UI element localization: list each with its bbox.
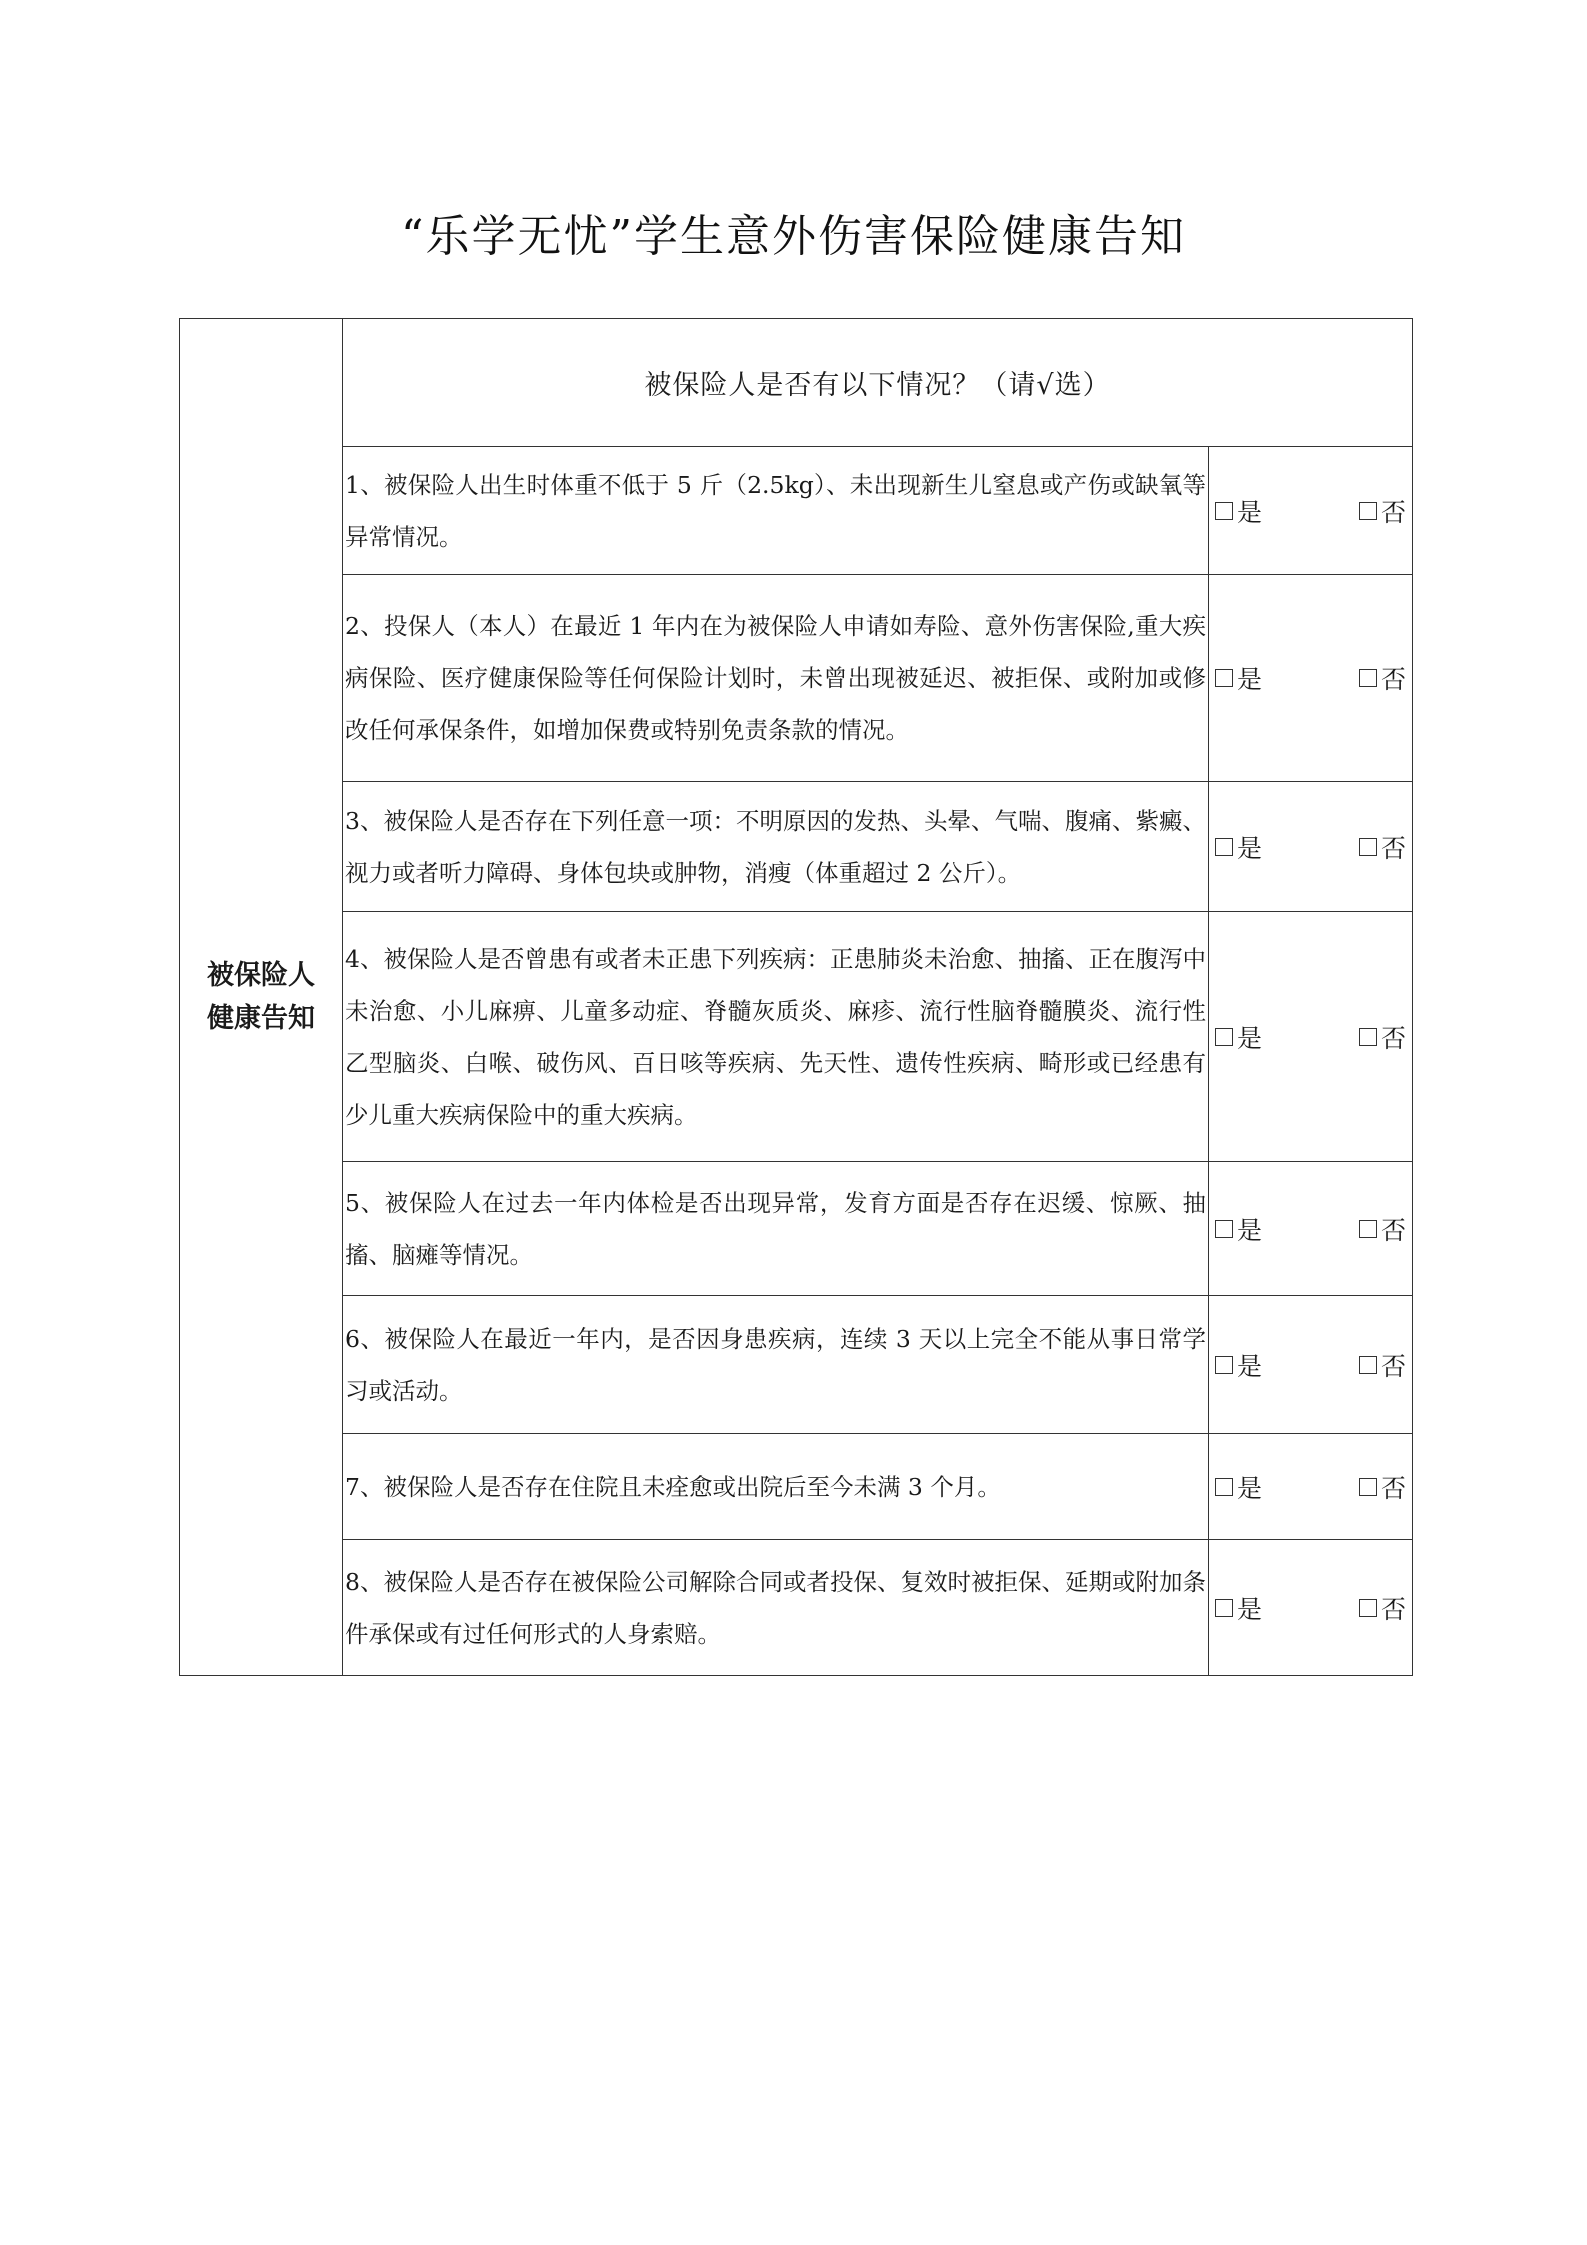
checkbox-no[interactable] <box>1359 1028 1377 1046</box>
checkbox-yes[interactable] <box>1215 1028 1233 1046</box>
checkbox-no[interactable] <box>1359 502 1377 520</box>
yes-option[interactable] <box>1215 1590 1262 1626</box>
no-option[interactable] <box>1359 829 1406 865</box>
no-option[interactable] <box>1359 1211 1406 1247</box>
question-text: 8、被保险人是否存在被保险公司解除合同或者投保、复效时被拒保、延期或附加条件承保或有过任何形式的人身索赔。 <box>343 1540 1209 1676</box>
question-row <box>180 1540 1413 1676</box>
checkbox-no[interactable] <box>1359 1220 1377 1238</box>
checkbox-yes[interactable] <box>1215 1220 1233 1238</box>
section-label <box>180 319 343 1676</box>
checkbox-no[interactable] <box>1359 1478 1377 1496</box>
no-option[interactable] <box>1359 1590 1406 1626</box>
checkbox-yes[interactable] <box>1215 1356 1233 1374</box>
yes-label: 是 <box>1237 497 1263 527</box>
no-option[interactable] <box>1359 660 1406 696</box>
no-label: 否 <box>1380 1351 1406 1381</box>
checkbox-no[interactable] <box>1359 669 1377 687</box>
question-text: 7、被保险人是否存在住院且未痊愈或出院后至今未满 3 个月。 <box>343 1434 1209 1540</box>
table-header: 被保险人是否有以下情况？（请√选） <box>343 319 1413 447</box>
question-row <box>180 1162 1413 1296</box>
section-label-line1: 被保险人 <box>207 960 315 991</box>
question-text: 5、被保险人在过去一年内体检是否出现异常，发育方面是否存在迟缓、惊厥、抽搐、脑瘫等情况。 <box>343 1162 1209 1296</box>
no-option[interactable] <box>1359 1469 1406 1505</box>
answer-cell <box>1209 1296 1413 1434</box>
answer-cell <box>1209 912 1413 1162</box>
answer-cell <box>1209 1540 1413 1676</box>
yes-option[interactable] <box>1215 829 1262 865</box>
yes-label: 是 <box>1237 833 1263 863</box>
document-title: “乐学无忧”学生意外伤害保险健康告知 <box>401 211 1186 262</box>
checkbox-yes[interactable] <box>1215 502 1233 520</box>
question-text: 3、被保险人是否存在下列任意一项：不明原因的发热、头晕、气喘、腹痛、紫癜、视力或者听力障碍、身体包块或肿物，消瘦（体重超过 2 公斤）。 <box>343 782 1209 912</box>
checkbox-yes[interactable] <box>1215 1599 1233 1617</box>
question-text: 6、被保险人在最近一年内，是否因身患疾病，连续 3 天以上完全不能从事日常学习或活动。 <box>343 1296 1209 1434</box>
yes-label: 是 <box>1237 1473 1263 1503</box>
yes-option[interactable] <box>1215 660 1262 696</box>
answer-cell <box>1209 782 1413 912</box>
yes-label: 是 <box>1237 1023 1263 1053</box>
yes-label: 是 <box>1237 1594 1263 1624</box>
answer-cell <box>1209 575 1413 782</box>
no-label: 否 <box>1380 1473 1406 1503</box>
answer-cell <box>1209 1434 1413 1540</box>
question-row <box>180 575 1413 782</box>
question-text: 4、被保险人是否曾患有或者未正患下列疾病：正患肺炎未治愈、抽搐、正在腹泻中未治愈、小儿麻痹、儿童多动症、脊髓灰质炎、麻疹、流行性脑脊髓膜炎、流行性乙型脑炎、白喉、破伤风、百日咳等疾病、先天性、遗传性疾病、畸形或已经患有少儿重大疾病保险中的重大疾病。 <box>343 912 1209 1162</box>
yes-option[interactable] <box>1215 1019 1262 1055</box>
question-row <box>180 782 1413 912</box>
no-option[interactable] <box>1359 493 1406 529</box>
header-row <box>180 319 1413 447</box>
checkbox-no[interactable] <box>1359 838 1377 856</box>
yes-option[interactable] <box>1215 1347 1262 1383</box>
question-row <box>180 447 1413 575</box>
no-label: 否 <box>1380 665 1406 694</box>
checkbox-yes[interactable] <box>1215 669 1233 687</box>
yes-label: 是 <box>1237 1351 1263 1381</box>
no-option[interactable] <box>1359 1347 1406 1383</box>
no-option[interactable] <box>1359 1019 1406 1055</box>
no-label: 否 <box>1380 1594 1406 1624</box>
question-text: 2、投保人（本人）在最近 1 年内在为被保险人申请如寿险、意外伤害保险,重大疾病保险、医疗健康保险等任何保险计划时，未曾出现被延迟、被拒保、或附加或修改任何承保条件，如增加保费或特别免责条款的情况。 <box>343 575 1209 782</box>
answer-cell <box>1209 447 1413 575</box>
yes-option[interactable] <box>1215 1469 1262 1505</box>
section-label-line2: 健康告知 <box>207 1003 315 1034</box>
checkbox-no[interactable] <box>1359 1599 1377 1617</box>
yes-label: 是 <box>1237 1215 1263 1245</box>
no-label: 否 <box>1380 1023 1406 1053</box>
checkbox-yes[interactable] <box>1215 838 1233 856</box>
health-notice-table <box>179 318 1413 1676</box>
yes-option[interactable] <box>1215 1211 1262 1247</box>
no-label: 否 <box>1380 833 1406 863</box>
question-row <box>180 1434 1413 1540</box>
checkbox-no[interactable] <box>1359 1356 1377 1374</box>
question-text: 1、被保险人出生时体重不低于 5 斤（2.5kg）、未出现新生儿窒息或产伤或缺氧等异常情况。 <box>343 447 1209 575</box>
no-label: 否 <box>1380 497 1406 527</box>
no-label: 否 <box>1380 1215 1406 1245</box>
question-row <box>180 912 1413 1162</box>
yes-label: 是 <box>1237 665 1263 694</box>
yes-option[interactable] <box>1215 493 1262 529</box>
checkbox-yes[interactable] <box>1215 1478 1233 1496</box>
answer-cell <box>1209 1162 1413 1296</box>
question-row <box>180 1296 1413 1434</box>
